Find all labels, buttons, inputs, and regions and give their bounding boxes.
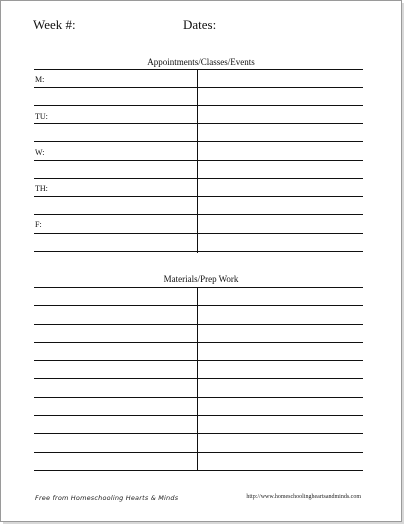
appointments-rule-line [34, 214, 363, 215]
materials-divider [197, 287, 198, 471]
day-label-fri: F: [35, 220, 42, 229]
appointments-title: Appointments/Classes/Events [147, 57, 255, 67]
materials-rule-line [34, 433, 363, 434]
appointments-rule-line [34, 233, 363, 234]
footer-url[interactable]: http://www.homeschoolingheartsandminds.com [246, 494, 361, 500]
appointments-rule-line [34, 251, 363, 252]
appointments-divider [197, 69, 198, 253]
appointments-rule-line [34, 160, 363, 161]
materials-rule-line [34, 287, 363, 288]
dates-label: Dates: [183, 17, 217, 32]
materials-rule-line [34, 360, 363, 361]
appointments-rule-line [34, 123, 363, 124]
materials-rule-line [34, 342, 363, 343]
materials-rule-line [34, 378, 363, 379]
footer-credit: Free from Homeschooling Hearts & Minds [35, 494, 179, 502]
week-label: Week #: [33, 17, 76, 32]
materials-rule-line [34, 397, 363, 398]
day-label-thu: TH: [35, 184, 48, 193]
materials-rule-line [34, 470, 363, 471]
day-label-mon: M: [35, 75, 45, 84]
appointments-rule-line [34, 178, 363, 179]
materials-rule-line [34, 324, 363, 325]
materials-title: Materials/Prep Work [163, 274, 239, 284]
day-label-tue: TU: [35, 112, 48, 121]
appointments-rule-line [34, 196, 363, 197]
materials-rule-line [34, 305, 363, 306]
day-label-wed: W: [35, 148, 45, 157]
materials-rule-line [34, 452, 363, 453]
materials-rule-line [34, 415, 363, 416]
appointments-rule-line [34, 69, 363, 70]
appointments-rule-line [34, 105, 363, 106]
appointments-rule-line [34, 87, 363, 88]
appointments-rule-line [34, 141, 363, 142]
